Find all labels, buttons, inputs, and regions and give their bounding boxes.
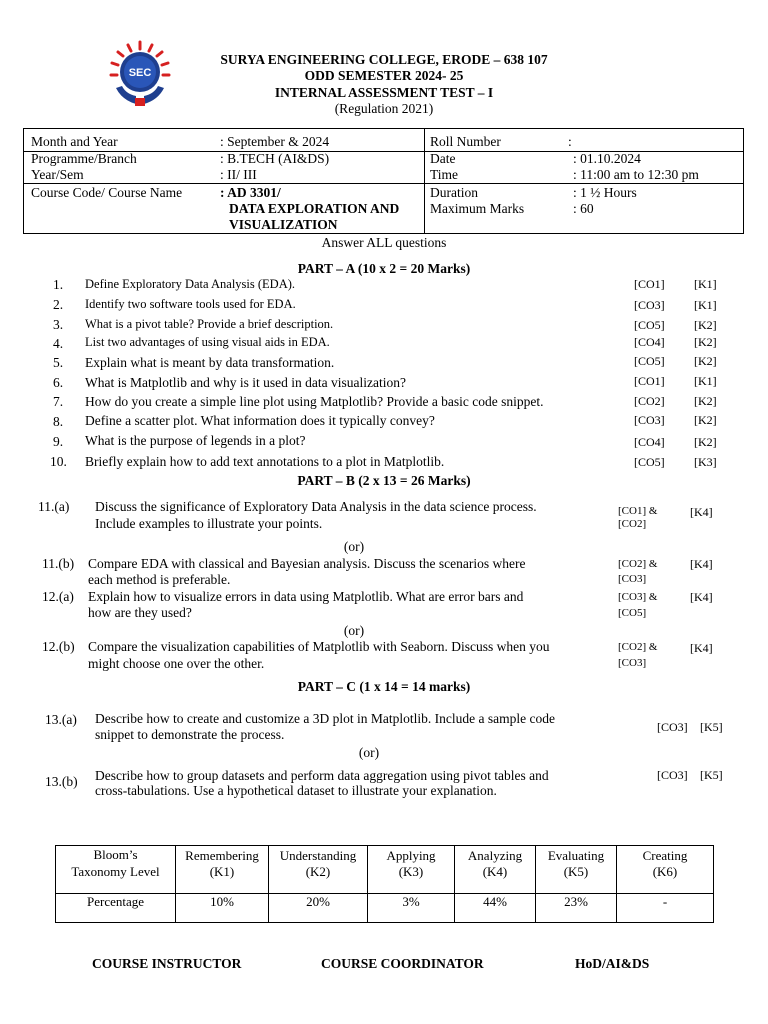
level-name: Evaluating (547, 848, 605, 863)
question-text: How do you create a simple line plot using Matplotlib? Provide a basic code snippet. (85, 394, 544, 409)
question-number: 11.(a) (38, 499, 70, 514)
max-marks-value: : 60 (573, 201, 594, 216)
k-tag: [K4] (690, 557, 713, 571)
question-text: List two advantages of using visual aids in EDA. (85, 335, 330, 349)
co-tag: [CO1] (634, 374, 665, 388)
duration-label: Duration (430, 185, 478, 200)
co-tag: [CO3] (618, 573, 647, 585)
question-number: 10. (50, 454, 67, 469)
year-value: : II/ III (220, 167, 257, 182)
k-tag: [K3] (694, 455, 717, 469)
question-number: 7. (53, 394, 64, 409)
level-name: Remembering (185, 848, 259, 863)
level-name: Creating (642, 848, 688, 863)
question-text: Define Exploratory Data Analysis (EDA). (85, 277, 296, 291)
hod-signature: HoD/AI&DS (575, 956, 650, 971)
course-coordinator-signature: COURSE COORDINATOR (321, 956, 484, 971)
co-tag: [CO2] & (618, 641, 658, 653)
question-number: 8. (53, 414, 64, 429)
level-name: Understanding (279, 848, 357, 863)
college-logo (108, 40, 172, 108)
question-text-line2: might choose one over the other. (88, 656, 265, 671)
time-label: Time (430, 167, 459, 182)
bloom-header-line2: Taxonomy Level (71, 864, 160, 879)
college-name: SURYA ENGINEERING COLLEGE, ERODE – 638 107 (220, 52, 548, 67)
k-tag: [K1] (694, 374, 717, 388)
month-value: : September & 2024 (220, 134, 330, 149)
course-instructor-signature: COURSE INSTRUCTOR (92, 956, 242, 971)
co-tag: [CO4] (634, 435, 665, 449)
question-text-line2: snippet to demonstrate the process. (95, 727, 285, 742)
regulation-text: (Regulation 2021) (334, 101, 434, 116)
part-b-title: PART – B (2 x 13 = 26 Marks) (297, 473, 471, 488)
level-code: (K6) (652, 864, 678, 879)
co-tag: [CO3] (657, 720, 688, 734)
level-percentage: 10% (210, 894, 234, 909)
co-tag: [CO3] (618, 657, 647, 669)
co-tag: [CO2] (634, 394, 665, 408)
percentage-label: Percentage (86, 894, 145, 909)
k-tag: [K2] (694, 394, 717, 408)
question-text-line1: Discuss the significance of Exploratory Data Analysis in the data science process. (95, 499, 537, 514)
question-number: 3. (53, 317, 64, 332)
co-tag: [CO3] & (618, 591, 658, 603)
divider (424, 129, 425, 233)
test-title: INTERNAL ASSESSMENT TEST – I (274, 85, 494, 100)
level-name: Analyzing (467, 848, 523, 863)
co-tag: [CO5] (634, 354, 665, 368)
level-code: (K1) (209, 864, 235, 879)
question-text: What is a pivot table? Provide a brief description. (85, 317, 334, 331)
co-tag: [CO1] (634, 277, 665, 291)
k-tag: [K4] (690, 641, 713, 655)
k-tag: [K5] (700, 720, 723, 734)
k-tag: [K2] (694, 335, 717, 349)
co-tag: [CO4] (634, 335, 665, 349)
level-code: (K2) (305, 864, 331, 879)
question-text-line1: Describe how to group datasets and perform data aggregation using pivot tables and (95, 768, 549, 783)
question-text: Identify two software tools used for EDA. (85, 297, 296, 311)
question-text: Define a scatter plot. What information does it typically convey? (85, 413, 435, 428)
duration-value: : 1 ½ Hours (573, 185, 637, 200)
co-tag: [CO5] (634, 455, 665, 469)
k-tag: [K4] (690, 590, 713, 604)
level-percentage: 3% (402, 894, 420, 909)
co-tag: [CO1] & (618, 505, 658, 517)
question-text-line1: Describe how to create and customize a 3D plot in Matplotlib. Include a sample code (95, 711, 555, 726)
k-tag: [K4] (690, 505, 713, 519)
roll-label: Roll Number (430, 134, 501, 149)
question-number: 4. (53, 336, 64, 351)
part-c-title: PART – C (1 x 14 = 14 marks) (297, 679, 471, 694)
bloom-header-line1: Bloom’s (93, 847, 138, 862)
level-percentage: 23% (564, 894, 588, 909)
level-percentage: - (662, 894, 668, 909)
question-number: 6. (53, 375, 64, 390)
question-number: 13.(b) (45, 774, 78, 789)
k-tag: [K1] (694, 298, 717, 312)
exam-info-table (23, 128, 744, 234)
course-name-line2: VISUALIZATION (229, 217, 338, 232)
level-code: (K4) (482, 864, 508, 879)
question-number: 13.(a) (45, 712, 77, 727)
question-number: 9. (53, 434, 64, 449)
bloom-taxonomy-table (55, 845, 714, 923)
or-separator: (or) (343, 539, 365, 554)
co-tag: [CO3] (657, 768, 688, 782)
year-label: Year/Sem (31, 167, 84, 182)
level-code: (K5) (563, 864, 589, 879)
k-tag: [K2] (694, 413, 717, 427)
question-text: What is the purpose of legends in a plot? (85, 433, 306, 448)
question-number: 12.(b) (42, 639, 75, 654)
programme-value: : B.TECH (AI&DS) (220, 151, 330, 166)
co-tag: [CO2] (618, 518, 647, 530)
part-a-title: PART – A (10 x 2 = 20 Marks) (297, 261, 471, 276)
semester-title: ODD SEMESTER 2024- 25 (304, 68, 464, 83)
question-text-line2: Include examples to illustrate your points. (95, 516, 323, 531)
month-label: Month and Year (31, 134, 118, 149)
question-text-line2: cross-tabulations. Use a hypothetical dataset to illustrate your explanation. (95, 783, 497, 798)
question-text: What is Matplotlib and why is it used in data visualization? (85, 375, 406, 390)
level-percentage: 44% (483, 894, 507, 909)
co-tag: [CO3] (634, 413, 665, 427)
question-text-line1: Compare EDA with classical and Bayesian analysis. Discuss the scenarios where (88, 556, 526, 571)
date-label: Date (430, 151, 456, 166)
or-separator: (or) (358, 745, 380, 760)
question-number: 2. (53, 297, 64, 312)
question-text-line1: Compare the visualization capabilities of Matplotlib with Seaborn. Discuss when you (88, 639, 550, 654)
time-value: : 11:00 am to 12:30 pm (573, 167, 699, 182)
k-tag: [K2] (694, 435, 717, 449)
question-text: Briefly explain how to add text annotations to a plot in Matplotlib. (85, 454, 445, 469)
co-tag: [CO5] (634, 318, 665, 332)
programme-label: Programme/Branch (31, 151, 137, 166)
co-tag: [CO5] (618, 607, 647, 619)
level-code: (K3) (398, 864, 424, 879)
co-tag: [CO2] & (618, 558, 658, 570)
k-tag: [K2] (694, 318, 717, 332)
max-marks-label: Maximum Marks (430, 201, 525, 216)
question-text-line2: how are they used? (88, 605, 192, 620)
roll-value: : (568, 134, 572, 149)
k-tag: [K1] (694, 277, 717, 291)
divider (24, 183, 743, 184)
question-text-line2: each method is preferable. (88, 572, 231, 587)
question-text-line1: Explain how to visualize errors in data using Matplotlib. What are error bars and (88, 589, 524, 604)
date-value: : 01.10.2024 (573, 151, 641, 166)
k-tag: [K2] (694, 354, 717, 368)
question-text: Explain what is meant by data transformation. (85, 355, 335, 370)
course-name-line1: DATA EXPLORATION AND (229, 201, 400, 216)
instructions: Answer ALL questions (321, 235, 447, 250)
question-number: 5. (53, 355, 64, 370)
question-number: 1. (53, 277, 64, 292)
question-number: 11.(b) (42, 556, 75, 571)
or-separator: (or) (343, 623, 365, 638)
co-tag: [CO3] (634, 298, 665, 312)
k-tag: [K5] (700, 768, 723, 782)
course-label: Course Code/ Course Name (31, 185, 183, 200)
course-code: : AD 3301/ (220, 185, 281, 200)
logo-text: SEC (128, 67, 152, 79)
level-percentage: 20% (306, 894, 330, 909)
question-number: 12.(a) (42, 589, 74, 604)
level-name: Applying (386, 848, 436, 863)
